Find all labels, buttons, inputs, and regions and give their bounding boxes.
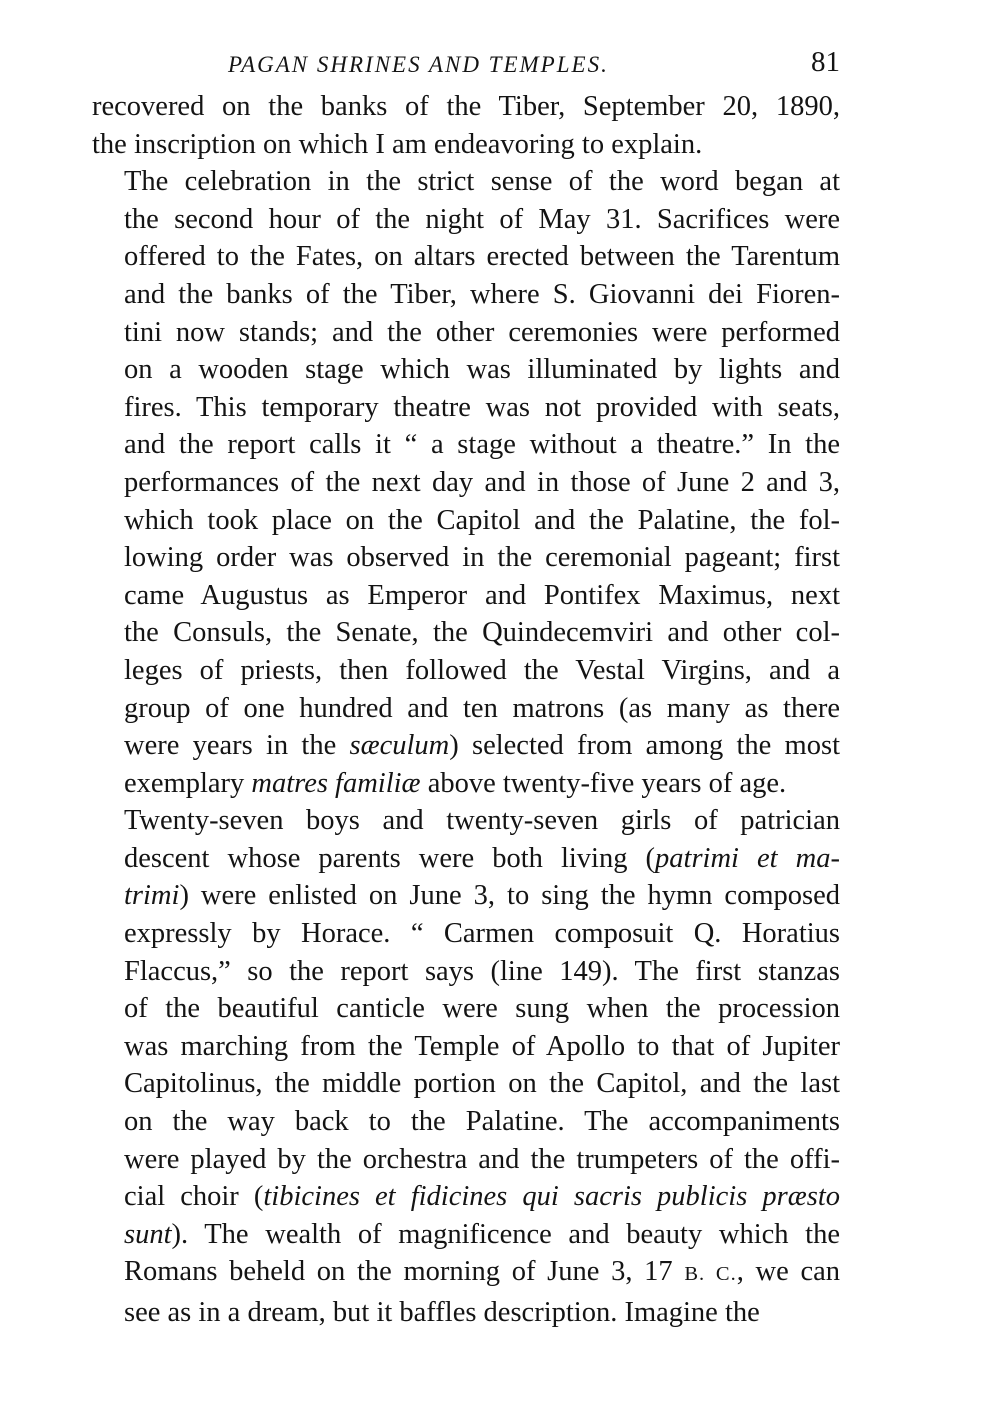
text-run: Flaccus,” so the report says (line 149). The first stanzas xyxy=(124,955,840,987)
text-line xyxy=(92,426,840,464)
body-text xyxy=(92,88,840,1332)
italic-text: tibicines et fidicines qui sacris publicis præsto xyxy=(263,1181,840,1213)
text-line xyxy=(92,1216,840,1254)
text-run: were years in the xyxy=(124,730,350,762)
page-number: 81 xyxy=(811,46,840,78)
text-line xyxy=(92,1065,840,1103)
paragraph xyxy=(92,88,840,163)
text-run: recovered on the banks of the Tiber, September 20, 1890, xyxy=(92,91,840,122)
text-run: expressly by Horace. “ Carmen composuit Q. Horatius xyxy=(124,918,840,950)
text-run: The celebration in the strict sense of the word began at xyxy=(124,166,840,198)
text-line xyxy=(92,201,840,239)
text-run: offered to the Fates, on altars erected between the Tarentum xyxy=(124,241,840,273)
text-line xyxy=(92,539,840,577)
text-run: ) selected from among the most xyxy=(449,730,840,762)
text-run: leges of priests, then followed the Vestal Virgins, and a xyxy=(124,654,840,686)
text-run: the inscription on which I am endeavoring to explain. xyxy=(92,128,703,160)
text-run: group of one hundred and ten matrons (as many as there xyxy=(124,692,840,724)
running-title: PAGAN SHRINES AND TEMPLES. xyxy=(228,52,609,77)
text-run: see as in a dream, but it baffles description. Imagine the xyxy=(124,1297,760,1328)
small-caps-text: B. C. xyxy=(684,1263,737,1286)
text-line xyxy=(92,1253,840,1294)
text-run: descent whose parents were both living ( xyxy=(124,842,656,874)
text-run: above twenty-five years of age. xyxy=(420,767,787,799)
italic-text: matres familiæ xyxy=(251,767,421,799)
text-run: was marching from the Temple of Apollo to that of Jupiter xyxy=(124,1030,840,1062)
text-line xyxy=(92,727,840,765)
italic-text: patrimi et ma- xyxy=(655,842,840,874)
text-run: Capitolinus, the middle portion on the Capitol, and the last xyxy=(124,1068,840,1100)
text-line xyxy=(92,802,840,840)
text-run: cial choir ( xyxy=(124,1181,264,1213)
text-line xyxy=(92,840,840,878)
text-line xyxy=(92,953,840,991)
book-page xyxy=(92,44,840,1332)
text-run: Twenty-seven boys and twenty-seven girls of patrician xyxy=(124,805,840,837)
italic-text: trimi xyxy=(124,880,180,912)
text-line xyxy=(92,915,840,953)
text-run: of the beautiful canticle were sung when the procession xyxy=(124,993,840,1025)
text-run: performances of the next day and in those of June 2 and 3, xyxy=(124,466,840,498)
text-run: fires. This temporary theatre was not provided with seats, xyxy=(124,391,840,423)
text-line xyxy=(92,652,840,690)
text-line xyxy=(92,163,840,201)
text-line xyxy=(92,1141,840,1179)
text-line xyxy=(92,1178,840,1216)
text-line xyxy=(92,351,840,389)
running-head xyxy=(92,44,840,88)
text-run: tini now stands; and the other ceremonies were performed xyxy=(124,316,840,348)
text-run: on a wooden stage which was illuminated by lights and xyxy=(124,354,840,386)
text-line xyxy=(92,389,840,427)
text-run: exemplary xyxy=(124,767,252,799)
text-run: were played by the orchestra and the trumpeters of the offi- xyxy=(124,1143,840,1175)
paragraph xyxy=(92,163,840,802)
text-run: ) were enlisted on June 3, to sing the hymn composed xyxy=(179,880,840,912)
italic-text: sunt xyxy=(124,1218,172,1250)
text-line xyxy=(92,126,840,164)
text-line xyxy=(92,765,840,803)
text-run: which took place on the Capitol and the Palatine, the fol- xyxy=(124,504,840,536)
text-line xyxy=(92,1294,840,1332)
text-run: the second hour of the night of May 31. Sacrifices were xyxy=(124,203,840,235)
text-run: and the report calls it “ a stage without a theatre.” In the xyxy=(124,429,840,461)
text-run: lowing order was observed in the ceremonial pageant; first xyxy=(124,542,840,574)
text-line xyxy=(92,990,840,1028)
paragraph xyxy=(92,802,840,1331)
text-line xyxy=(92,690,840,728)
text-line xyxy=(92,314,840,352)
text-run: the Consuls, the Senate, the Quindecemviri and other col- xyxy=(124,617,840,649)
text-line xyxy=(92,614,840,652)
text-run: ). The wealth of magnificence and beauty which the xyxy=(171,1218,840,1250)
text-line xyxy=(92,238,840,276)
text-line xyxy=(92,88,840,126)
text-run: on the way back to the Palatine. The accompaniments xyxy=(124,1106,840,1138)
italic-text: sæculum xyxy=(349,730,450,762)
text-line xyxy=(92,464,840,502)
text-line xyxy=(92,276,840,314)
text-line xyxy=(92,1103,840,1141)
text-run: , we can xyxy=(736,1256,840,1288)
text-line xyxy=(92,502,840,540)
text-line xyxy=(92,577,840,615)
text-run: and the banks of the Tiber, where S. Giovanni dei Fioren- xyxy=(124,278,840,310)
text-run: Romans beheld on the morning of June 3, 17 xyxy=(124,1256,685,1288)
text-line xyxy=(92,1028,840,1066)
text-line xyxy=(92,877,840,915)
text-run: came Augustus as Emperor and Pontifex Maximus, next xyxy=(124,579,840,611)
